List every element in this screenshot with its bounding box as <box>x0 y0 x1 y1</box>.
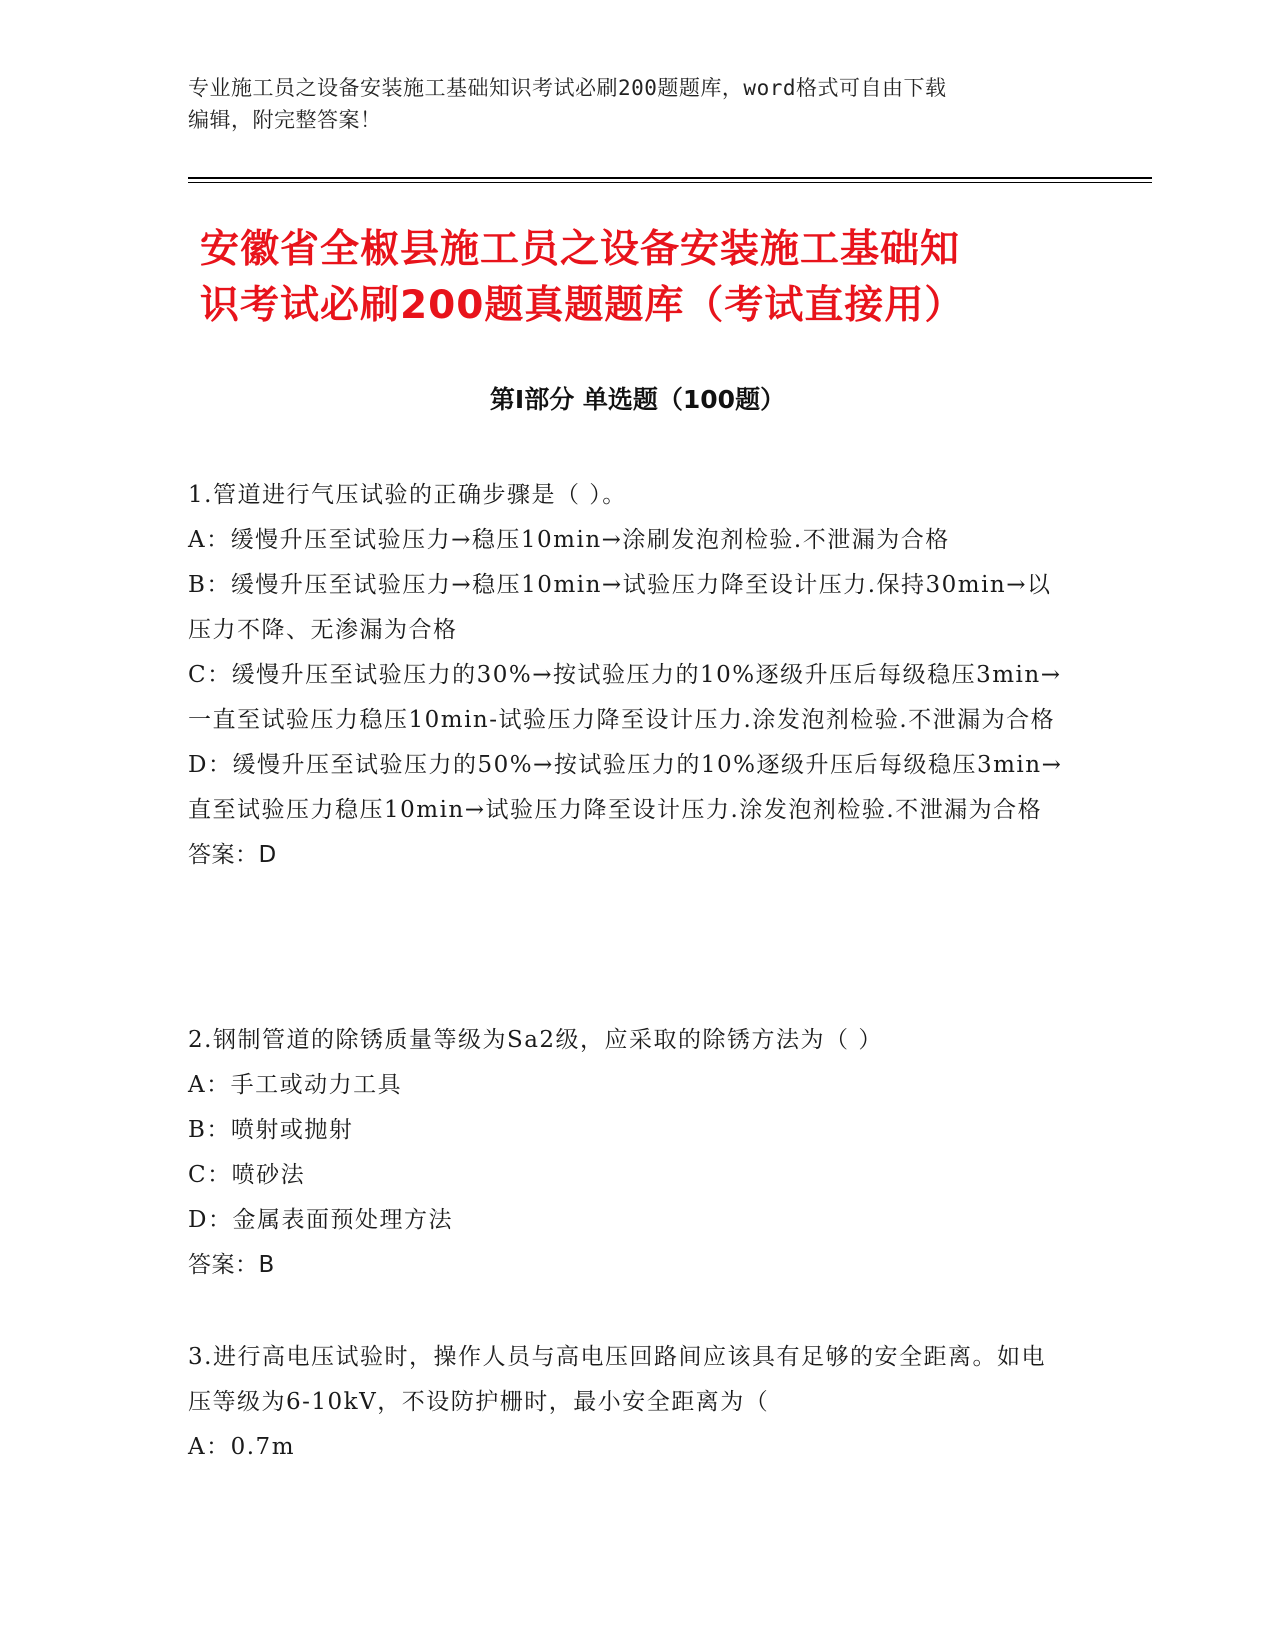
option-b: B：缓慢升压至试验压力→稳压10min→试验压力降至设计压力.保持30min→以压力不降、无渗漏为合格 <box>188 572 1052 643</box>
header-note-line2: 编辑，附完整答案！ <box>188 108 382 132</box>
option-d: D：金属表面预处理方法 <box>188 1207 453 1233</box>
answer-line: 答案：B <box>188 1252 275 1278</box>
answer-line: 答案：D <box>188 842 277 868</box>
header-divider-thick <box>188 177 1152 179</box>
question-stem: 1.管道进行气压试验的正确步骤是（ ）。 <box>188 482 627 508</box>
question-stem: 3.进行高电压试验时，操作人员与高电压回路间应该具有足够的安全距离。如电压等级为6-10kV，不设防护栅时，最小安全距离为（ <box>188 1344 1046 1415</box>
option-d: D：缓慢升压至试验压力的50%→按试验压力的10%逐级升压后每级稳压3min→直至试验压力稳压10min→试验压力降至设计压力.涂发泡剂检验.不泄漏为合格 <box>188 752 1063 823</box>
section-title: 第Ⅰ部分 单选题（100题） <box>489 385 786 414</box>
question-stem: 2.钢制管道的除锈质量等级为Sa2级，应采取的除锈方法为（ ） <box>188 1027 883 1053</box>
header-divider-thin <box>188 182 1152 183</box>
question-block <box>188 1335 1068 1470</box>
header-note <box>188 72 1088 136</box>
option-a: A：手工或动力工具 <box>188 1072 403 1098</box>
document-title-line1: 安徽省全椒县施工员之设备安装施工基础知 <box>200 227 961 272</box>
question-block <box>188 473 1068 878</box>
option-b: B：喷射或抛射 <box>188 1117 354 1143</box>
option-a: A：缓慢升压至试验压力→稳压10min→涂刷发泡剂检验.不泄漏为合格 <box>188 527 950 553</box>
header-note-line1: 专业施工员之设备安装施工基础知识考试必刷200题题库，word格式可自由下载 <box>188 76 947 100</box>
question-block <box>188 1018 1068 1288</box>
option-a: A：0.7m <box>188 1434 295 1460</box>
option-c: C：喷砂法 <box>188 1162 306 1188</box>
document-title-line2: 识考试必刷200题真题题库（考试直接用） <box>200 283 965 328</box>
option-c: C：缓慢升压至试验压力的30%→按试验压力的10%逐级升压后每级稳压3min→一直至试验压力稳压10min-试验压力降至设计压力.涂发泡剂检验.不泄漏为合格 <box>188 662 1062 733</box>
document-title <box>200 222 1100 334</box>
